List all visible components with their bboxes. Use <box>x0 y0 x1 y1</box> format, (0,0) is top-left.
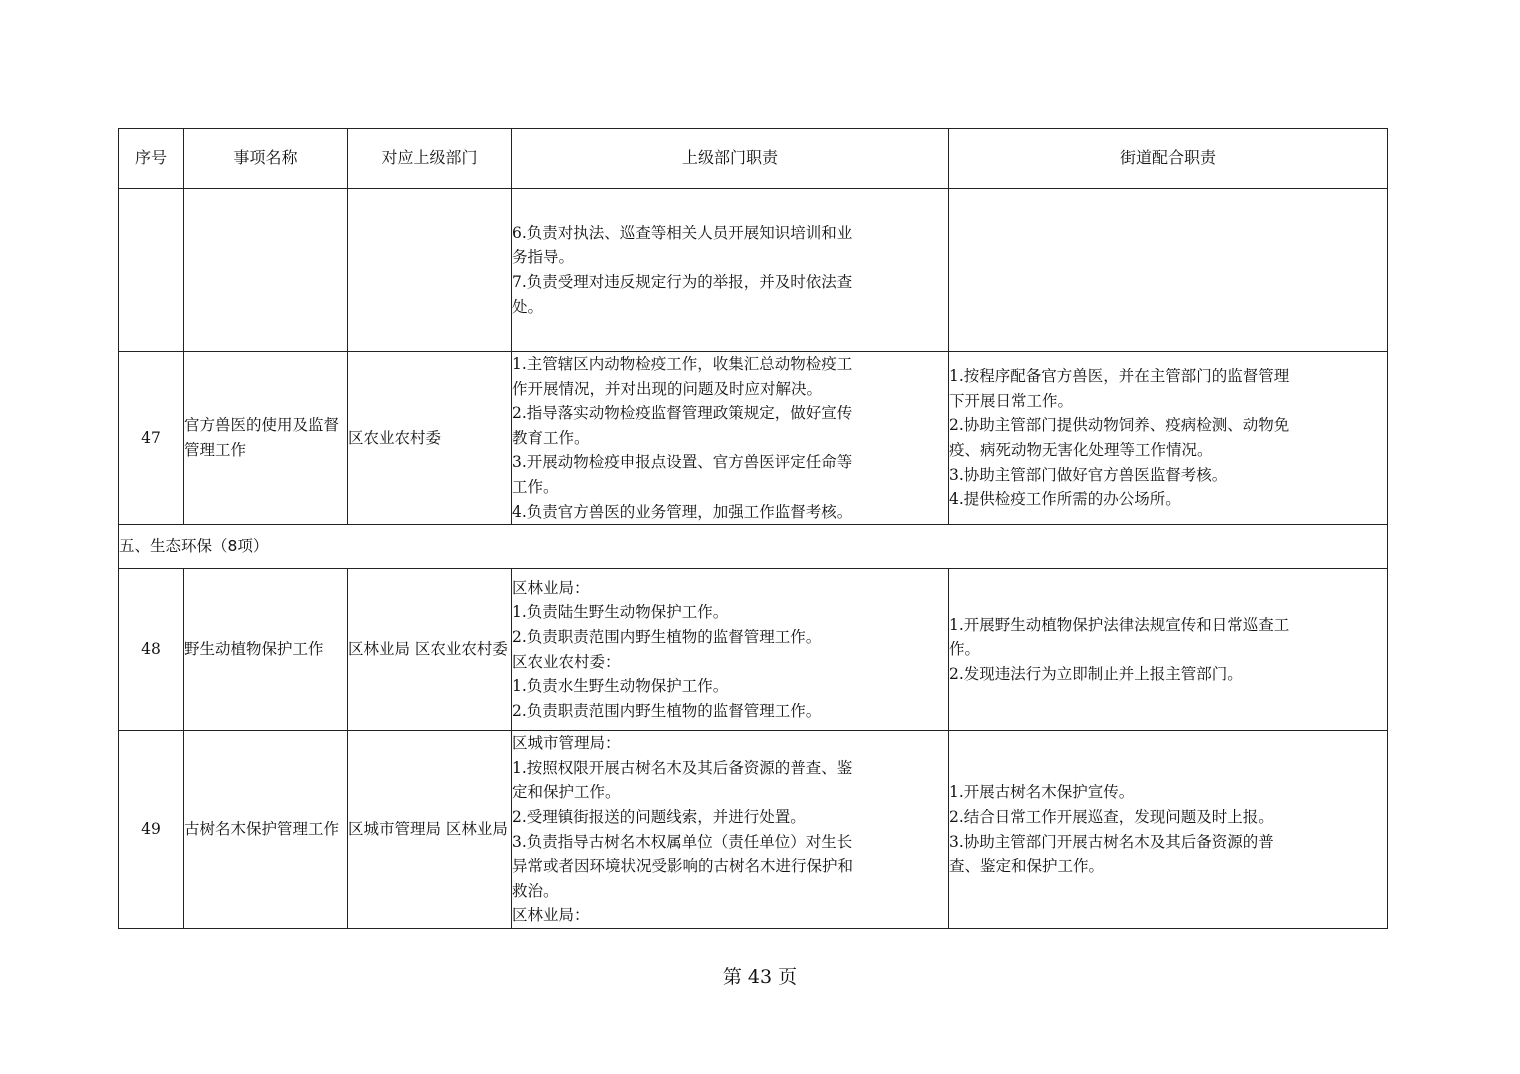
duty-line: 作。 <box>949 640 981 659</box>
section-title: 五、生态环保（8项） <box>119 525 1388 569</box>
duty-line: 2.发现违法行为立即制止并上报主管部门。 <box>949 664 1243 683</box>
cell-street-duty <box>949 189 1388 352</box>
duty-line: 定和保护工作。 <box>512 783 621 802</box>
duty-line: 区林业局： <box>512 906 590 925</box>
cell-num: 49 <box>119 731 184 929</box>
duty-line: 1.主管辖区内动物检疫工作，收集汇总动物检疫工 <box>512 355 853 373</box>
cell-dept <box>348 569 512 731</box>
item-name: 野生动植物保护工作 <box>184 640 324 659</box>
header-seq: 序号 <box>119 129 184 189</box>
duty-line: 2.负责职责范围内野生植物的监督管理工作。 <box>512 628 822 647</box>
cell-upper-duty <box>512 731 949 929</box>
cell-upper-duty <box>512 569 949 731</box>
duty-line: 2.受理镇街报送的问题线索，并进行处置。 <box>512 808 806 827</box>
duty-line: 1.负责陆生野生动物保护工作。 <box>512 603 729 622</box>
duty-line: 查、鉴定和保护工作。 <box>949 857 1105 876</box>
dept-name: 区林业局 区农业农村委 <box>348 640 508 659</box>
duty-line: 1.按程序配备官方兽医，并在主管部门的监督管理 <box>949 367 1290 386</box>
item-name: 古树名木保护管理工作 <box>184 820 340 839</box>
duty-line: 1.开展古树名木保护宣传。 <box>949 783 1135 802</box>
cell-name <box>184 352 348 525</box>
cell-name <box>184 731 348 929</box>
dept-name: 区城市管理局 区林业局 <box>348 820 508 839</box>
table-row-48 <box>119 569 1388 731</box>
duty-line: 处。 <box>512 297 544 316</box>
duty-line: 救治。 <box>512 881 559 900</box>
duty-line: 教育工作。 <box>512 428 590 447</box>
duty-line: 4.提供检疫工作所需的办公场所。 <box>949 490 1181 509</box>
duty-line: 2.协助主管部门提供动物饲养、疫病检测、动物免 <box>949 416 1290 435</box>
duty-line: 工作。 <box>512 477 559 496</box>
duty-line: 区农业农村委： <box>512 652 621 671</box>
header-upper-duty: 上级部门职责 <box>512 129 949 189</box>
cell-dept <box>348 352 512 525</box>
table-header-row <box>119 129 1388 189</box>
cell-num <box>119 189 184 352</box>
duty-line: 3.负责指导古树名木权属单位（责任单位）对生长 <box>512 832 853 851</box>
header-street-duty: 街道配合职责 <box>949 129 1388 189</box>
duty-line: 疫、病死动物无害化处理等工作情况。 <box>949 441 1213 460</box>
table-row-47 <box>119 352 1388 525</box>
duty-line: 1.按照权限开展古树名木及其后备资源的普查、鉴 <box>512 758 853 777</box>
header-item-name: 事项名称 <box>184 129 348 189</box>
duty-line: 务指导。 <box>512 248 575 267</box>
section-header-row <box>119 525 1388 569</box>
cell-dept <box>348 189 512 352</box>
dept-name: 区农业农村委 <box>348 428 442 447</box>
cell-street-duty <box>949 352 1388 525</box>
duty-line: 3.协助主管部门做好官方兽医监督考核。 <box>949 465 1228 484</box>
cell-name <box>184 569 348 731</box>
item-name: 官方兽医的使用及监督管理工作 <box>184 416 340 460</box>
cell-upper-duty <box>512 189 949 352</box>
cell-num: 47 <box>119 352 184 525</box>
duty-line: 区林业局： <box>512 578 590 597</box>
duty-line: 2.指导落实动物检疫监督管理政策规定，做好宣传 <box>512 404 853 423</box>
duty-line: 3.协助主管部门开展古树名木及其后备资源的普 <box>949 832 1274 851</box>
duty-table <box>118 128 1388 929</box>
duty-line: 1.负责水生野生动物保护工作。 <box>512 677 729 696</box>
duty-line: 作开展情况，并对出现的问题及时应对解决。 <box>512 379 823 398</box>
header-dept: 对应上级部门 <box>348 129 512 189</box>
table-row-49 <box>119 731 1388 929</box>
cell-dept <box>348 731 512 929</box>
duty-line: 3.开展动物检疫申报点设置、官方兽医评定任命等 <box>512 453 853 472</box>
duty-line: 6.负责对执法、巡查等相关人员开展知识培训和业 <box>512 223 853 242</box>
cell-street-duty <box>949 569 1388 731</box>
page-number: 第 43 页 <box>722 966 798 988</box>
duty-line: 4.负责官方兽医的业务管理，加强工作监督考核。 <box>512 502 853 521</box>
duty-line: 7.负责受理对违反规定行为的举报，并及时依法查 <box>512 273 853 291</box>
cell-street-duty <box>949 731 1388 929</box>
duty-line: 异常或者因环境状况受影响的古树名木进行保护和 <box>512 857 854 876</box>
cell-upper-duty <box>512 352 949 525</box>
duty-line: 下开展日常工作。 <box>949 391 1074 410</box>
cell-name <box>184 189 348 352</box>
duty-line: 2.结合日常工作开展巡查，发现问题及时上报。 <box>949 808 1274 827</box>
duty-line: 1.开展野生动植物保护法律法规宣传和日常巡查工 <box>949 615 1290 634</box>
duty-line: 2.负责职责范围内野生植物的监督管理工作。 <box>512 701 822 720</box>
cell-num: 48 <box>119 569 184 731</box>
table-row-continued <box>119 189 1388 352</box>
duty-line: 区城市管理局： <box>512 734 621 753</box>
